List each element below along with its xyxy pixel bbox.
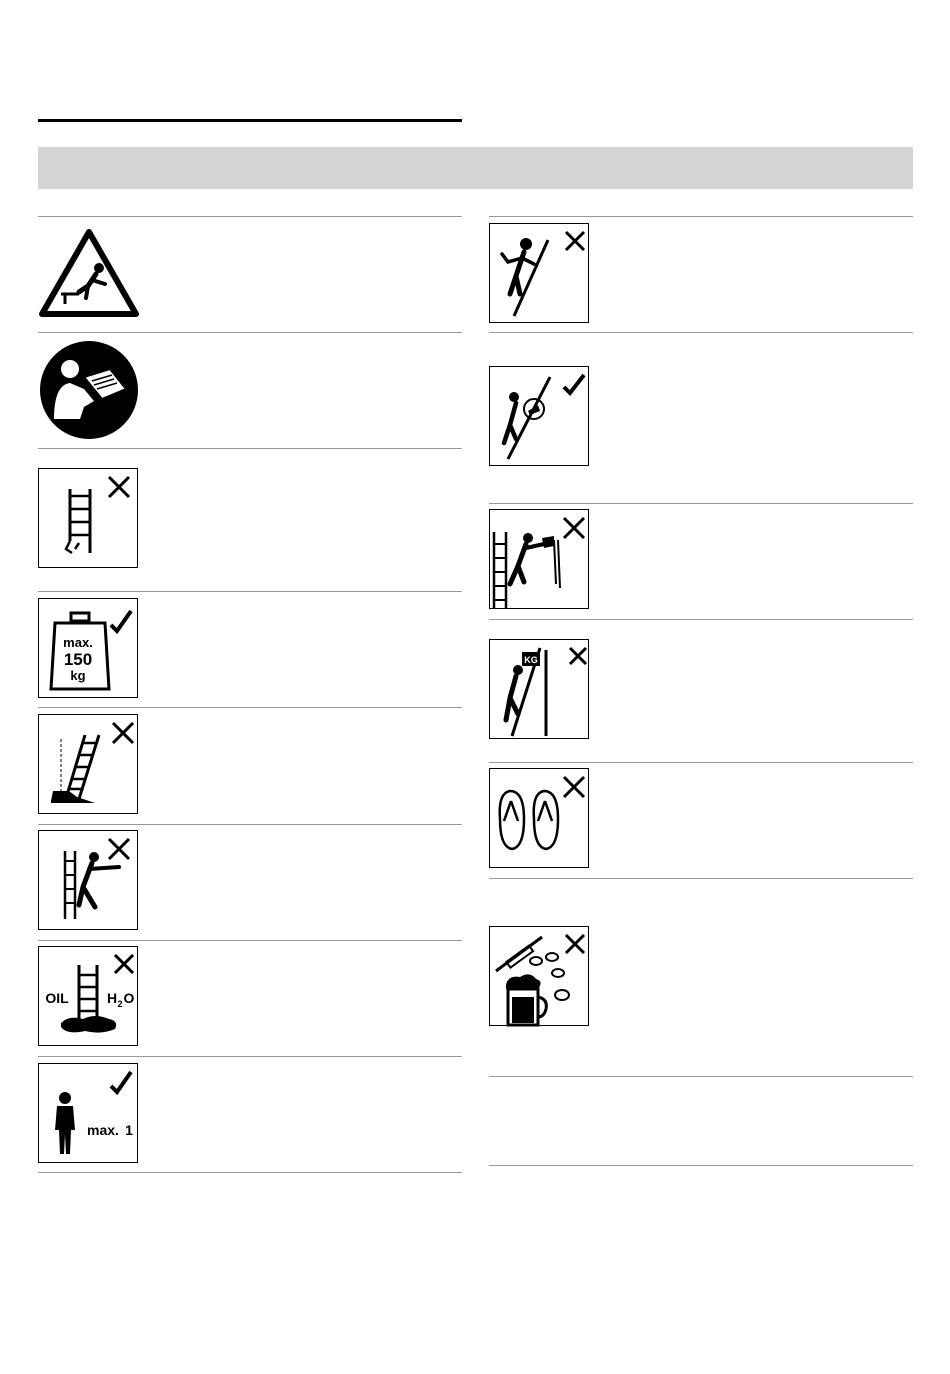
slippery-surface-icon	[38, 946, 138, 1046]
uneven-ground-icon	[38, 714, 138, 814]
water-label-o: O	[123, 990, 135, 1006]
divider	[489, 878, 913, 879]
overreach-icon	[38, 830, 138, 930]
load-badge: KG	[524, 655, 538, 665]
water-label-sub: 2	[117, 999, 123, 1009]
max-persons-count: 1	[125, 1122, 133, 1138]
water-label-h: H	[106, 990, 118, 1006]
divider	[38, 1056, 462, 1057]
one-person-icon	[38, 1063, 138, 1163]
side-work-icon	[489, 509, 589, 609]
improper-footwear-icon	[489, 768, 589, 868]
divider	[489, 1165, 913, 1166]
no-hands-climb-icon	[489, 223, 589, 323]
carry-load-icon	[489, 639, 589, 739]
read-manual-icon	[40, 341, 138, 439]
max-load-icon	[38, 598, 138, 698]
fall-warning-icon	[39, 228, 140, 318]
divider	[489, 216, 913, 217]
damaged-ladder-icon	[38, 468, 138, 568]
face-ladder-icon	[489, 366, 589, 466]
divider	[489, 1076, 913, 1077]
weight-unit: kg	[70, 668, 86, 683]
divider	[38, 824, 462, 825]
section-header-band	[38, 147, 913, 189]
divider	[38, 707, 462, 708]
divider	[489, 619, 913, 620]
divider	[38, 940, 462, 941]
max-persons-label: max.	[87, 1122, 119, 1138]
no-drugs-alcohol-icon	[489, 926, 589, 1026]
header-rule	[38, 119, 462, 122]
oil-label: OIL	[45, 990, 69, 1006]
divider	[38, 332, 462, 333]
divider	[38, 448, 462, 449]
divider	[38, 1172, 462, 1173]
divider	[489, 332, 913, 333]
divider	[489, 503, 913, 504]
divider	[38, 216, 462, 217]
max-label: max.	[63, 635, 93, 650]
divider	[489, 762, 913, 763]
weight-value: 150	[63, 650, 93, 669]
divider	[38, 591, 462, 592]
